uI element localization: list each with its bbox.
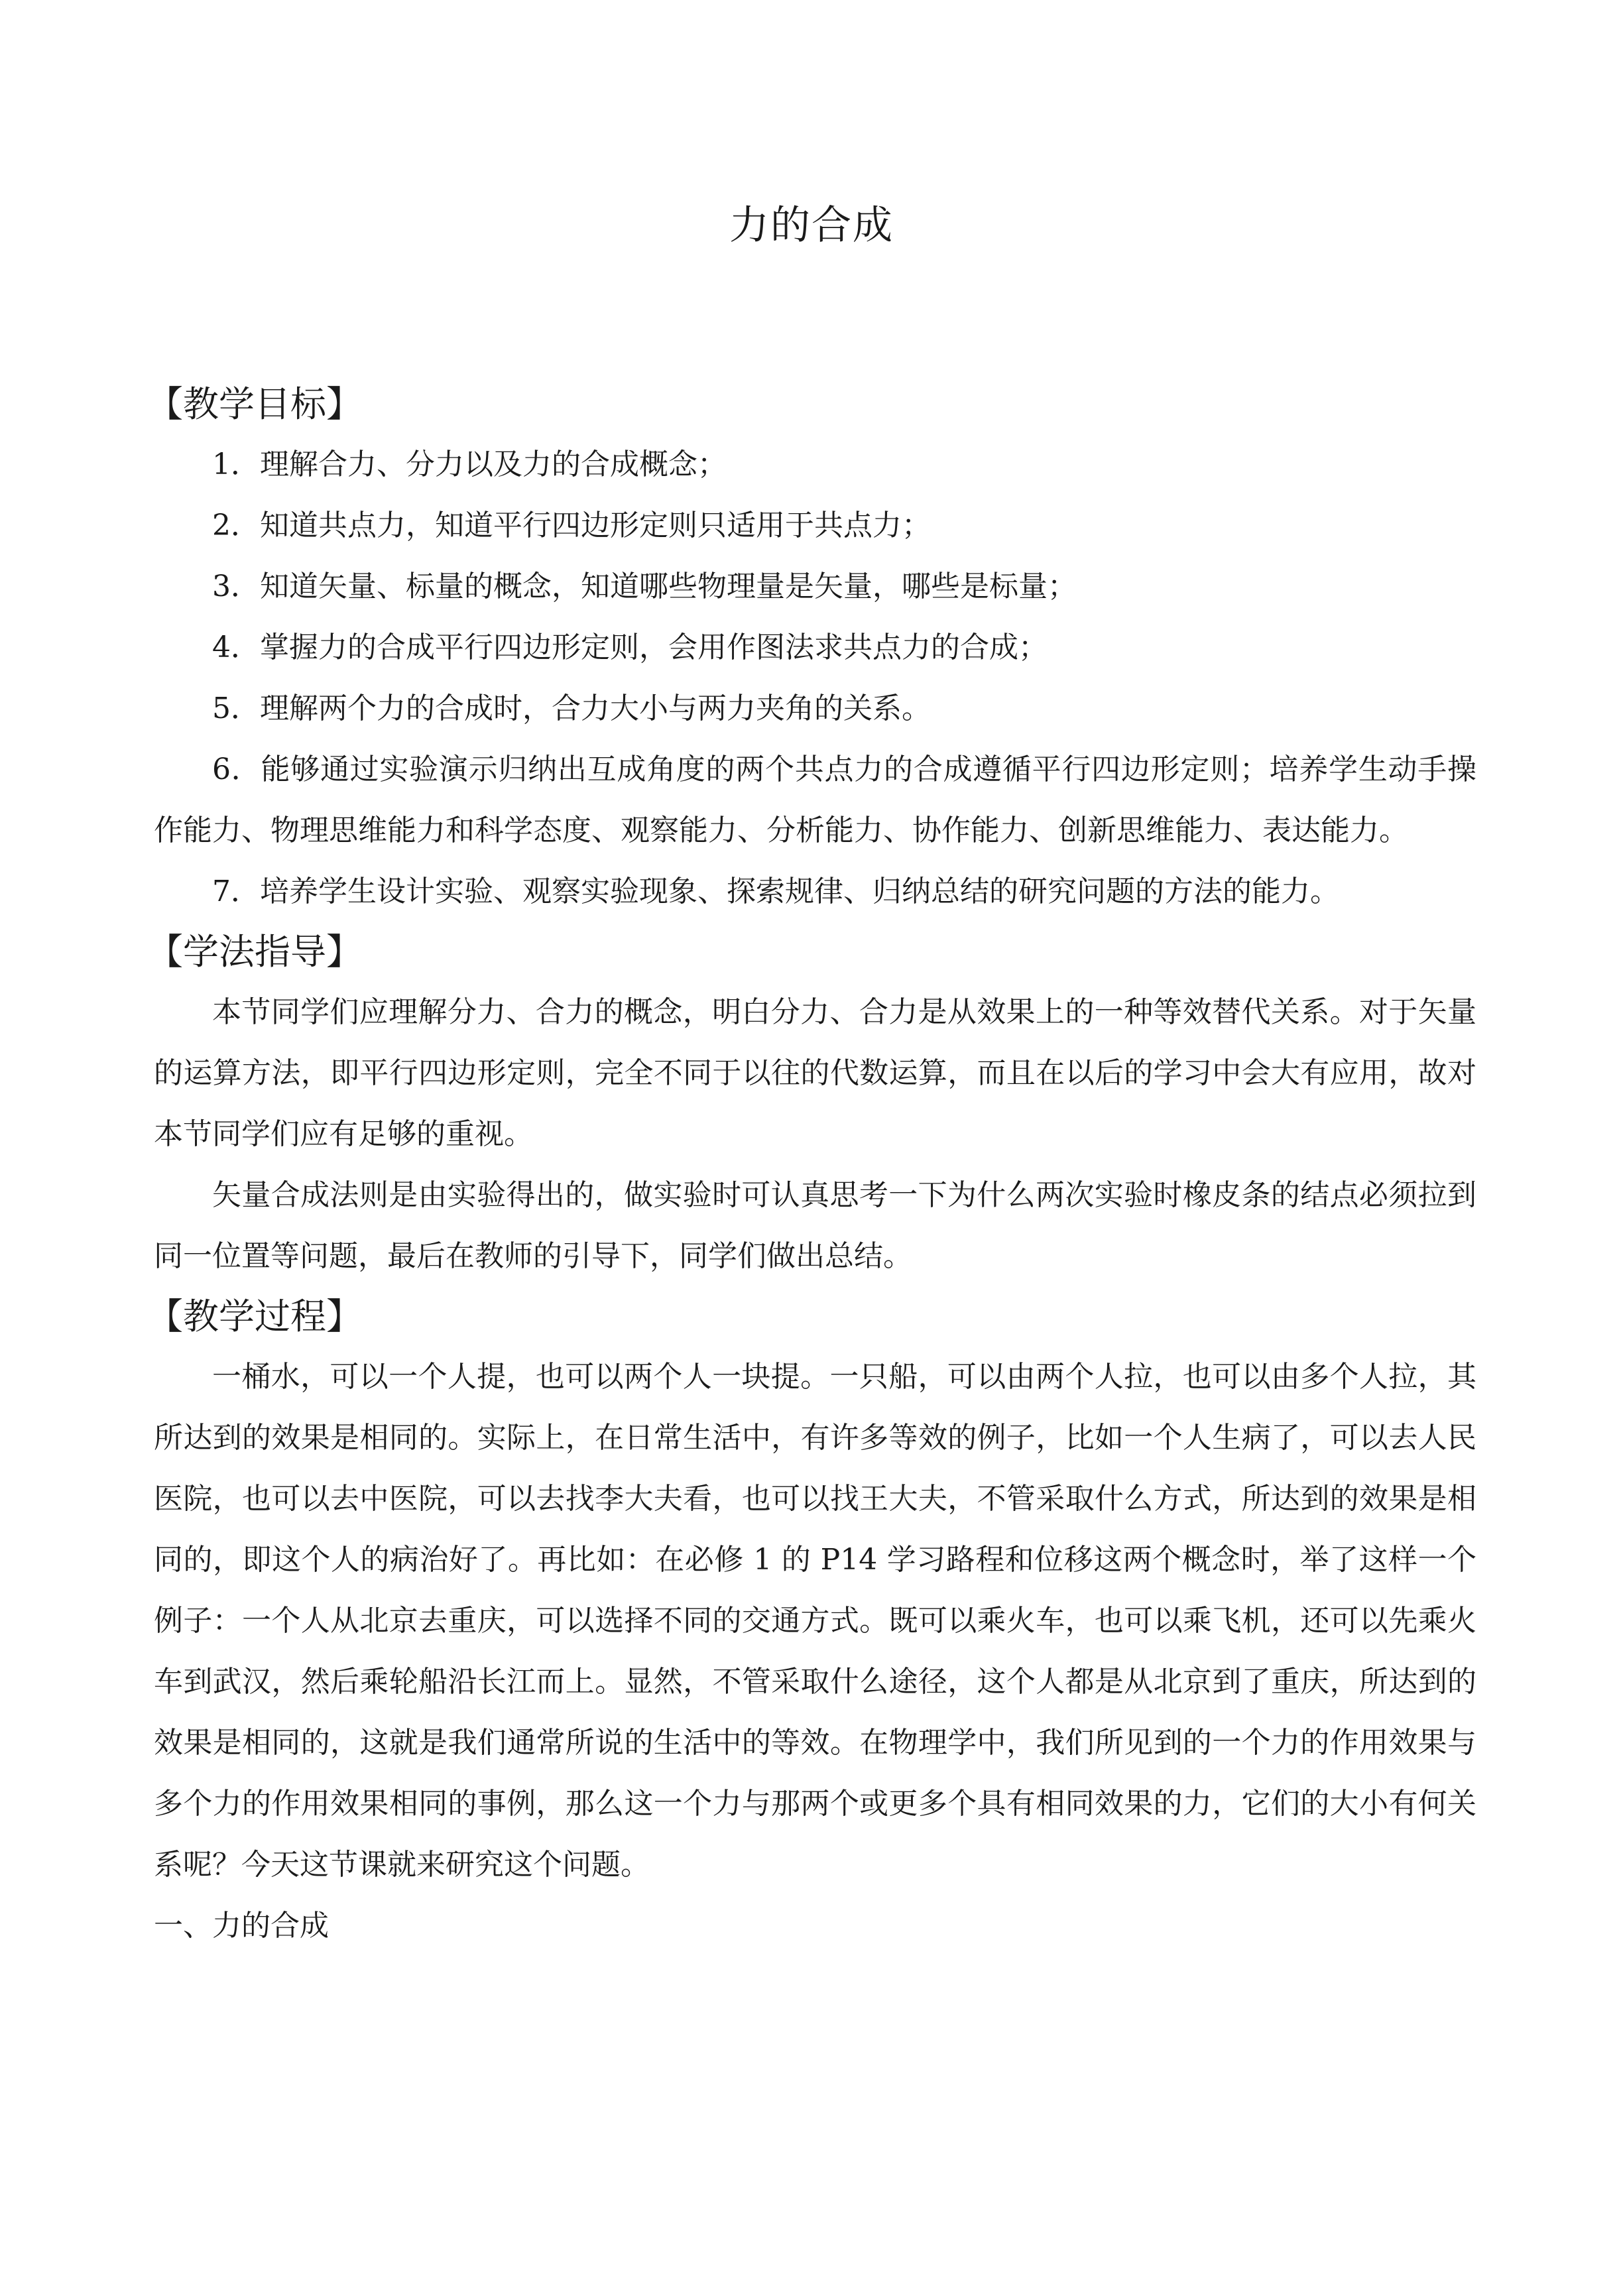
- goal-item-4: 4．掌握力的合成平行四边形定则，会用作图法求共点力的合成；: [212, 631, 1048, 664]
- section-heading-process: 【教学过程】: [147, 1296, 362, 1337]
- guidance-paragraph-1: 本节同学们应理解分力、合力的概念，明白分力、合力是从效果上的一种等效替代关系。对于矢量的运算方法，即平行四边形定则，完全不同于以往的代数运算，而且在以后的学习中会大有应用，故对本节同学们应有足够的重视。: [154, 995, 1476, 1151]
- goal-item-7: 7．培养学生设计实验、观察实验现象、探索规律、归纳总结的研究问题的方法的能力。: [212, 875, 1339, 908]
- section-heading-guidance: 【学法指导】: [147, 931, 362, 973]
- page-title: 力的合成: [729, 202, 894, 249]
- guidance-paragraph-2: 矢量合成法则是由实验得出的，做实验时可认真思考一下为什么两次实验时橡皮条的结点必须拉到同一位置等问题，最后在教师的引导下，同学们做出总结。: [154, 1178, 1476, 1273]
- goal-item-5: 5．理解两个力的合成时，合力大小与两力夹角的关系。: [212, 692, 931, 725]
- process-paragraph-1: 一桶水，可以一个人提，也可以两个人一块提。一只船，可以由两个人拉，也可以由多个人拉，其所达到的效果是相同的。实际上，在日常生活中，有许多等效的例子，比如一个人生病了，可以去人民医院，也可以去中医院，可以去找李大夫看，也可以找王大夫，不管采取什么方式，所达到的效果是相同的，即这个人的病治好了。再比如：在必修 1 的 P14 学习路程和位移这两个概念时，举了这样一个例子：一个人从北京去重庆，可以选择不同的交通方式。既可以乘火车，也可以乘飞机，还可以先乘火车到武汉，然后乘轮船沿长江而上。显然，不管采取什么途径，这个人都是从北京到了重庆，所达到的效果是相同的，这就是我们通常所说的生活中的等效。在物理学中，我们所见到的一个力的作用效果与多个力的作用效果相同的事例，那么这一个力与那两个或更多个具有相同效果的力，它们的大小有何关系呢？今天这节课就来研究这个问题。: [154, 1360, 1476, 1882]
- document-body: [147, 375, 1476, 1957]
- goal-item-3: 3．知道矢量、标量的概念，知道哪些物理量是矢量，哪些是标量；: [212, 570, 1077, 603]
- goal-item-1: 1．理解合力、分力以及力的合成概念；: [212, 448, 727, 481]
- section-heading-goals: 【教学目标】: [147, 383, 362, 425]
- goal-item-2: 2．知道共点力，知道平行四边形定则只适用于共点力；: [212, 509, 931, 542]
- goal-item-6: 6．能够通过实验演示归纳出互成角度的两个共点力的合成遵循平行四边形定则；培养学生动手操作能力、物理思维能力和科学态度、观察能力、分析能力、协作能力、创新思维能力、表达能力。: [154, 753, 1476, 847]
- process-subheading: 一、力的合成: [154, 1909, 329, 1943]
